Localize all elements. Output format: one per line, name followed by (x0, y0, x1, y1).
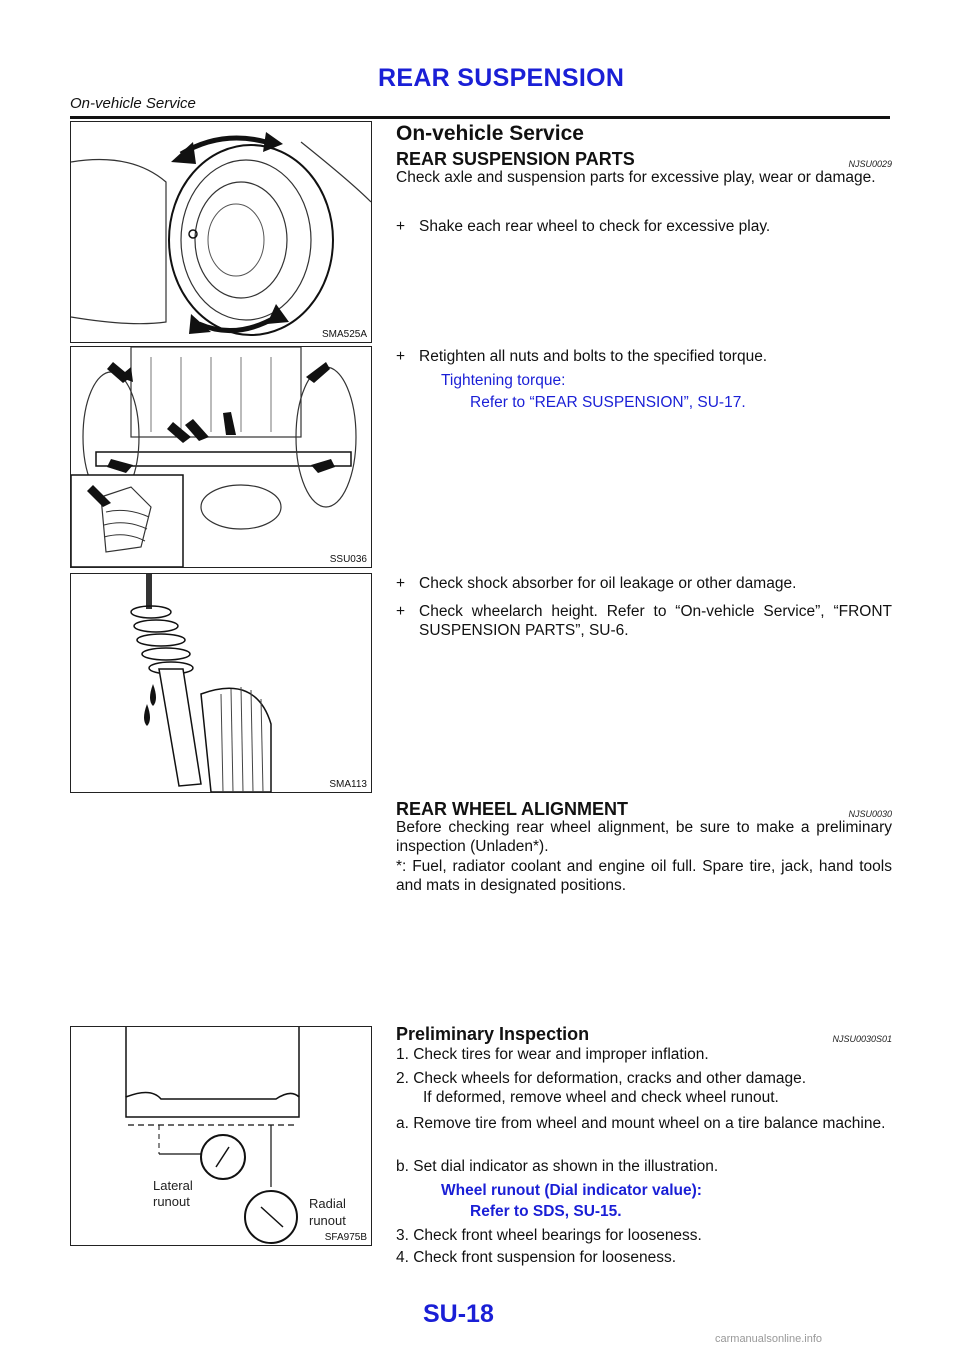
bullet-item (396, 602, 892, 640)
underbody-illustration (71, 347, 371, 567)
radial-runout-label-2: runout (309, 1213, 346, 1228)
step-b: b. Set dial indicator as shown in the illustration. (396, 1158, 719, 1175)
bullet-symbol: + (396, 348, 406, 365)
shock-absorber-illustration (71, 574, 371, 792)
parts-heading: REAR SUSPENSION PARTS (396, 149, 635, 169)
page-header-subtitle: On-vehicle Service (70, 95, 196, 112)
bullet-item (396, 217, 892, 236)
bullet-text: Retighten all nuts and bolts to the specified torque. (419, 348, 768, 365)
section-title: On-vehicle Service (396, 122, 584, 145)
page-header-title: REAR SUSPENSION (378, 64, 625, 92)
parts-ref: NJSU0029 (848, 159, 892, 169)
step-a: a. Remove tire from wheel and mount wheel on a tire balance machine. (396, 1115, 886, 1132)
step-3: 3. Check front wheel bearings for looseness. (396, 1227, 702, 1244)
step-1: 1. Check tires for wear and improper inflation. (396, 1046, 709, 1063)
figure-code: SMA525A (321, 329, 367, 340)
alignment-heading: REAR WHEEL ALIGNMENT (396, 799, 628, 819)
preliminary-ref: NJSU0030S01 (832, 1034, 892, 1044)
alignment-ref: NJSU0030 (848, 809, 892, 819)
bullet-symbol: + (396, 218, 406, 235)
footer-watermark: carmanualsonline.info (715, 1333, 823, 1345)
figure-code: SSU036 (329, 554, 367, 565)
bullet-text: Check wheelarch height. Refer to “On-vehicle Service”, “FRONT SUSPENSION PARTS”, SU-6. (419, 603, 892, 639)
parts-intro: Check axle and suspension parts for excessive play, wear or damage. (396, 169, 876, 186)
step-4: 4. Check front suspension for looseness. (396, 1249, 677, 1266)
torque-reference: Refer to “REAR SUSPENSION”, SU-17. (470, 394, 746, 411)
bullet-text: Check shock absorber for oil leakage or other damage. (419, 575, 797, 592)
bullet-item (396, 347, 892, 366)
runout-reference: Refer to SDS, SU-15. (470, 1203, 622, 1220)
figure-shock-absorber (70, 573, 372, 793)
preliminary-heading: Preliminary Inspection (396, 1024, 590, 1044)
torque-label: Tightening torque: (441, 372, 566, 389)
lateral-runout-label-2: runout (153, 1194, 190, 1209)
radial-runout-label-1: Radial (309, 1196, 346, 1211)
figure-code: SFA975B (324, 1232, 367, 1243)
bullet-item (396, 574, 892, 593)
alignment-intro: Before checking rear wheel alignment, be sure to make a preliminary inspection (Unladen*). (396, 819, 892, 855)
figure-wheel-runout (70, 1026, 372, 1246)
page-number: SU-18 (423, 1300, 494, 1328)
alignment-note: *: Fuel, radiator coolant and engine oil full. Spare tire, jack, hand tools and mats in designated positions. (396, 858, 892, 894)
bullet-text: Shake each rear wheel to check for excessive play. (419, 218, 771, 235)
bullet-symbol: + (396, 603, 406, 620)
lateral-runout-label-1: Lateral (153, 1178, 193, 1193)
figure-code: SMA113 (329, 779, 367, 790)
step-2-detail: If deformed, remove wheel and check wheel runout. (423, 1089, 779, 1106)
figure-retighten-bolts (70, 346, 372, 568)
step-2: 2. Check wheels for deformation, cracks and other damage. (396, 1070, 807, 1087)
bullet-symbol: + (396, 575, 406, 592)
wheel-shake-illustration (71, 122, 371, 342)
runout-label: Wheel runout (Dial indicator value): (441, 1182, 702, 1199)
header-rule (70, 116, 890, 119)
figure-wheel-shake (70, 121, 372, 343)
